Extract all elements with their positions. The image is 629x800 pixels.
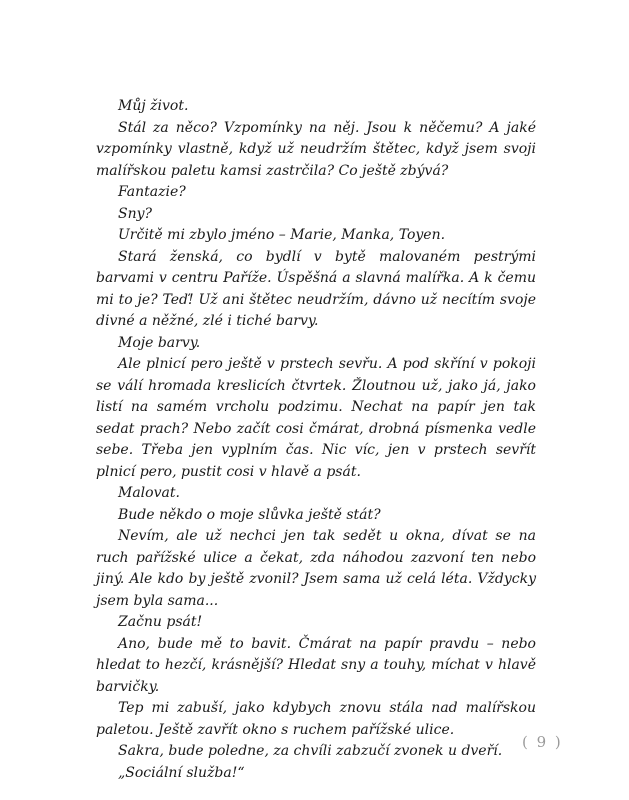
paragraph-11: Nevím, ale už nechci jen tak sedět u okna, dívat se na ruch pařížské ulice a čekat, zda náhodou zazvoní ten nebo jiný. Ale kdo by ještě zvonil? Jsem sama už celá léta. Vždycky jsem byla sama... <box>96 528 536 609</box>
paragraph-10: Bude někdo o moje slůvka ještě stát? <box>118 506 381 523</box>
paragraph-12: Začnu psát! <box>118 614 203 630</box>
paragraph-8: Ale plnicí pero ještě v prstech sevřu. A pod skříní v pokoji se válí hromada kreslicích čtvrtek. Žloutnou už, jako já, jako listí na samém vrcholu podzimu. Nechat na papír jen tak sedat prach? Nebo začít cosi čmárat, drobná písmenka vedle sebe. Třeba jen vyplním čas. Nic víc, jen v prstech sevřít plnicí pero, pustit cosi v hlavě a psát. <box>96 356 536 480</box>
paragraph-16: „Sociální služba!“ <box>118 764 245 781</box>
paragraph-14: Tep mi zabuší, jako kdybych znovu stála nad malířskou paletou. Ještě zavřít okno s ruchem pařížské ulice. <box>96 700 536 738</box>
paragraph-6: Stará ženská, co bydlí v bytě malovaném pestrými barvami v centru Paříže. Úspěšná a slavná malířka. A k čemu mi to je? Teď! Už ani štětec neudržím, dávno už necítím svoje divné a něžné, zlé i tiché barvy. <box>96 248 536 329</box>
paragraph-9: Malovat. <box>118 485 180 501</box>
page-number: ( 9 ) <box>522 733 563 751</box>
paragraph-15: Sakra, bude poledne, za chvíli zabzučí zvonek u dveří. <box>118 743 503 759</box>
paragraph-1: Můj život. <box>118 98 189 114</box>
body-text <box>96 96 536 784</box>
paragraph-3: Fantazie? <box>118 184 186 200</box>
paragraph-5: Určitě mi zbylo jméno – Marie, Manka, Toyen. <box>118 227 446 243</box>
paragraph-13: Ano, bude mě to bavit. Čmárat na papír pravdu – nebo hledat to hezčí, krásnější? Hledat sny a touhy, míchat v hlavě barvičky. <box>96 635 536 695</box>
paragraph-2: Stál za něco? Vzpomínky na něj. Jsou k něčemu? A jaké vzpomínky vlastně, když už neudržím štětec, když jsem svoji malířskou paletu kamsi zastrčila? Co ještě zbývá? <box>96 119 536 179</box>
paragraph-7: Moje barvy. <box>118 334 201 351</box>
paragraph-4: Sny? <box>118 205 153 222</box>
